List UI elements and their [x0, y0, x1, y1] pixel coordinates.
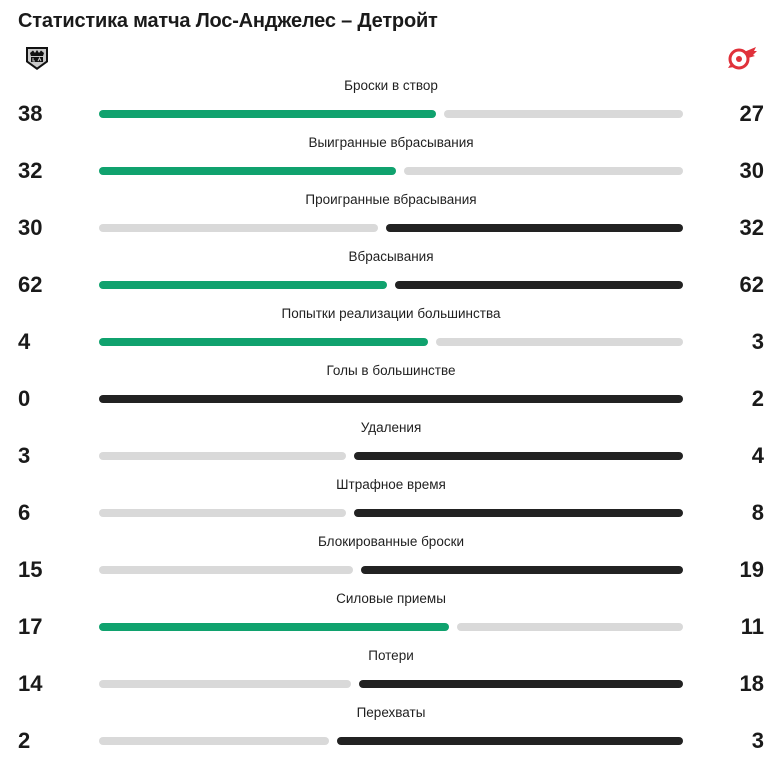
stat-bar-home [99, 452, 346, 460]
stat-bar-home [99, 566, 353, 574]
stat-value-home: 6 [18, 500, 31, 525]
stat-row [0, 475, 782, 532]
stat-label: Силовые приемы [336, 591, 446, 606]
stat-row [0, 361, 782, 418]
stat-bar-home [99, 338, 428, 346]
stat-comparison-bar [99, 395, 683, 403]
stat-value-home: 0 [18, 386, 31, 411]
la-kings-logo-icon [22, 44, 52, 72]
stat-bar-home [99, 509, 346, 517]
stat-row [0, 418, 782, 475]
stat-bar-home [99, 680, 351, 688]
stat-label: Удаления [360, 420, 422, 435]
stat-value-away: 8 [751, 500, 764, 525]
stat-value-home: 2 [18, 728, 31, 753]
stat-label: Проигранные вбрасывания [305, 192, 477, 207]
stat-bar-away [457, 623, 683, 631]
stat-row [0, 646, 782, 703]
stat-value-away: 19 [739, 557, 764, 582]
stat-label: Штрафное время [336, 477, 446, 492]
stat-bar-away [359, 680, 683, 688]
stat-bar-away [386, 224, 683, 232]
stat-comparison-bar [99, 566, 683, 574]
stat-value-away: 18 [739, 671, 764, 696]
stat-bar-away [436, 338, 683, 346]
stat-value-away: 27 [739, 101, 764, 126]
stat-bar-home [99, 623, 449, 631]
stat-value-home: 3 [18, 443, 31, 468]
stat-value-home: 62 [18, 272, 43, 297]
stat-bar-away [337, 737, 683, 745]
stat-bar-home [99, 224, 378, 232]
stat-row [0, 247, 782, 304]
stat-label: Попытки реализации большинства [281, 306, 501, 321]
stat-value-away: 3 [751, 728, 764, 753]
stat-bar-away [354, 452, 683, 460]
stat-comparison-bar [99, 224, 683, 232]
stat-bar-home [99, 281, 387, 289]
stat-comparison-bar [99, 680, 683, 688]
stat-label: Потери [368, 648, 414, 663]
stat-comparison-bar [99, 338, 683, 346]
stat-value-home: 14 [18, 671, 43, 696]
stat-bar-away [99, 395, 683, 403]
stat-bar-away [444, 110, 683, 118]
stat-row [0, 133, 782, 190]
detroit-red-wings-logo-icon [726, 44, 758, 72]
stat-comparison-bar [99, 737, 683, 745]
stat-value-away: 4 [751, 443, 764, 468]
stat-value-home: 4 [18, 329, 31, 354]
page-title: Статистика матча Лос-Анджелес – Детройт [18, 10, 438, 32]
stat-bar-home [99, 110, 436, 118]
stat-row [0, 532, 782, 589]
stat-comparison-bar [99, 281, 683, 289]
stat-row [0, 304, 782, 361]
stat-bar-home [99, 737, 329, 745]
stat-value-away: 62 [739, 272, 764, 297]
stat-bar-away [404, 167, 683, 175]
stat-value-away: 32 [739, 215, 764, 240]
stat-bar-away [354, 509, 683, 517]
stat-value-home: 30 [18, 215, 43, 240]
stat-row [0, 190, 782, 247]
stat-value-away: 30 [739, 158, 764, 183]
stat-label: Выигранные вбрасывания [308, 135, 474, 150]
stat-value-home: 38 [18, 101, 43, 126]
stat-label: Перехваты [356, 705, 426, 720]
stat-value-home: 15 [18, 557, 43, 582]
stat-value-home: 32 [18, 158, 43, 183]
stat-label: Блокированные броски [317, 534, 465, 549]
stat-bar-away [361, 566, 683, 574]
stat-comparison-bar [99, 167, 683, 175]
stat-value-home: 17 [18, 614, 43, 639]
stat-bar-home [99, 167, 396, 175]
stat-value-away: 2 [751, 386, 764, 411]
stat-row [0, 589, 782, 646]
stat-comparison-bar [99, 509, 683, 517]
stat-value-away: 11 [740, 614, 764, 639]
stat-bar-away [395, 281, 683, 289]
stat-value-away: 3 [751, 329, 764, 354]
stat-label: Вбрасывания [348, 249, 434, 264]
stat-row [0, 703, 782, 760]
stat-comparison-bar [99, 110, 683, 118]
stat-label: Голы в большинстве [326, 363, 456, 378]
stat-comparison-bar [99, 452, 683, 460]
stat-row [0, 76, 782, 133]
stats-list [0, 76, 782, 760]
stat-comparison-bar [99, 623, 683, 631]
stat-label: Броски в створ [344, 78, 438, 93]
